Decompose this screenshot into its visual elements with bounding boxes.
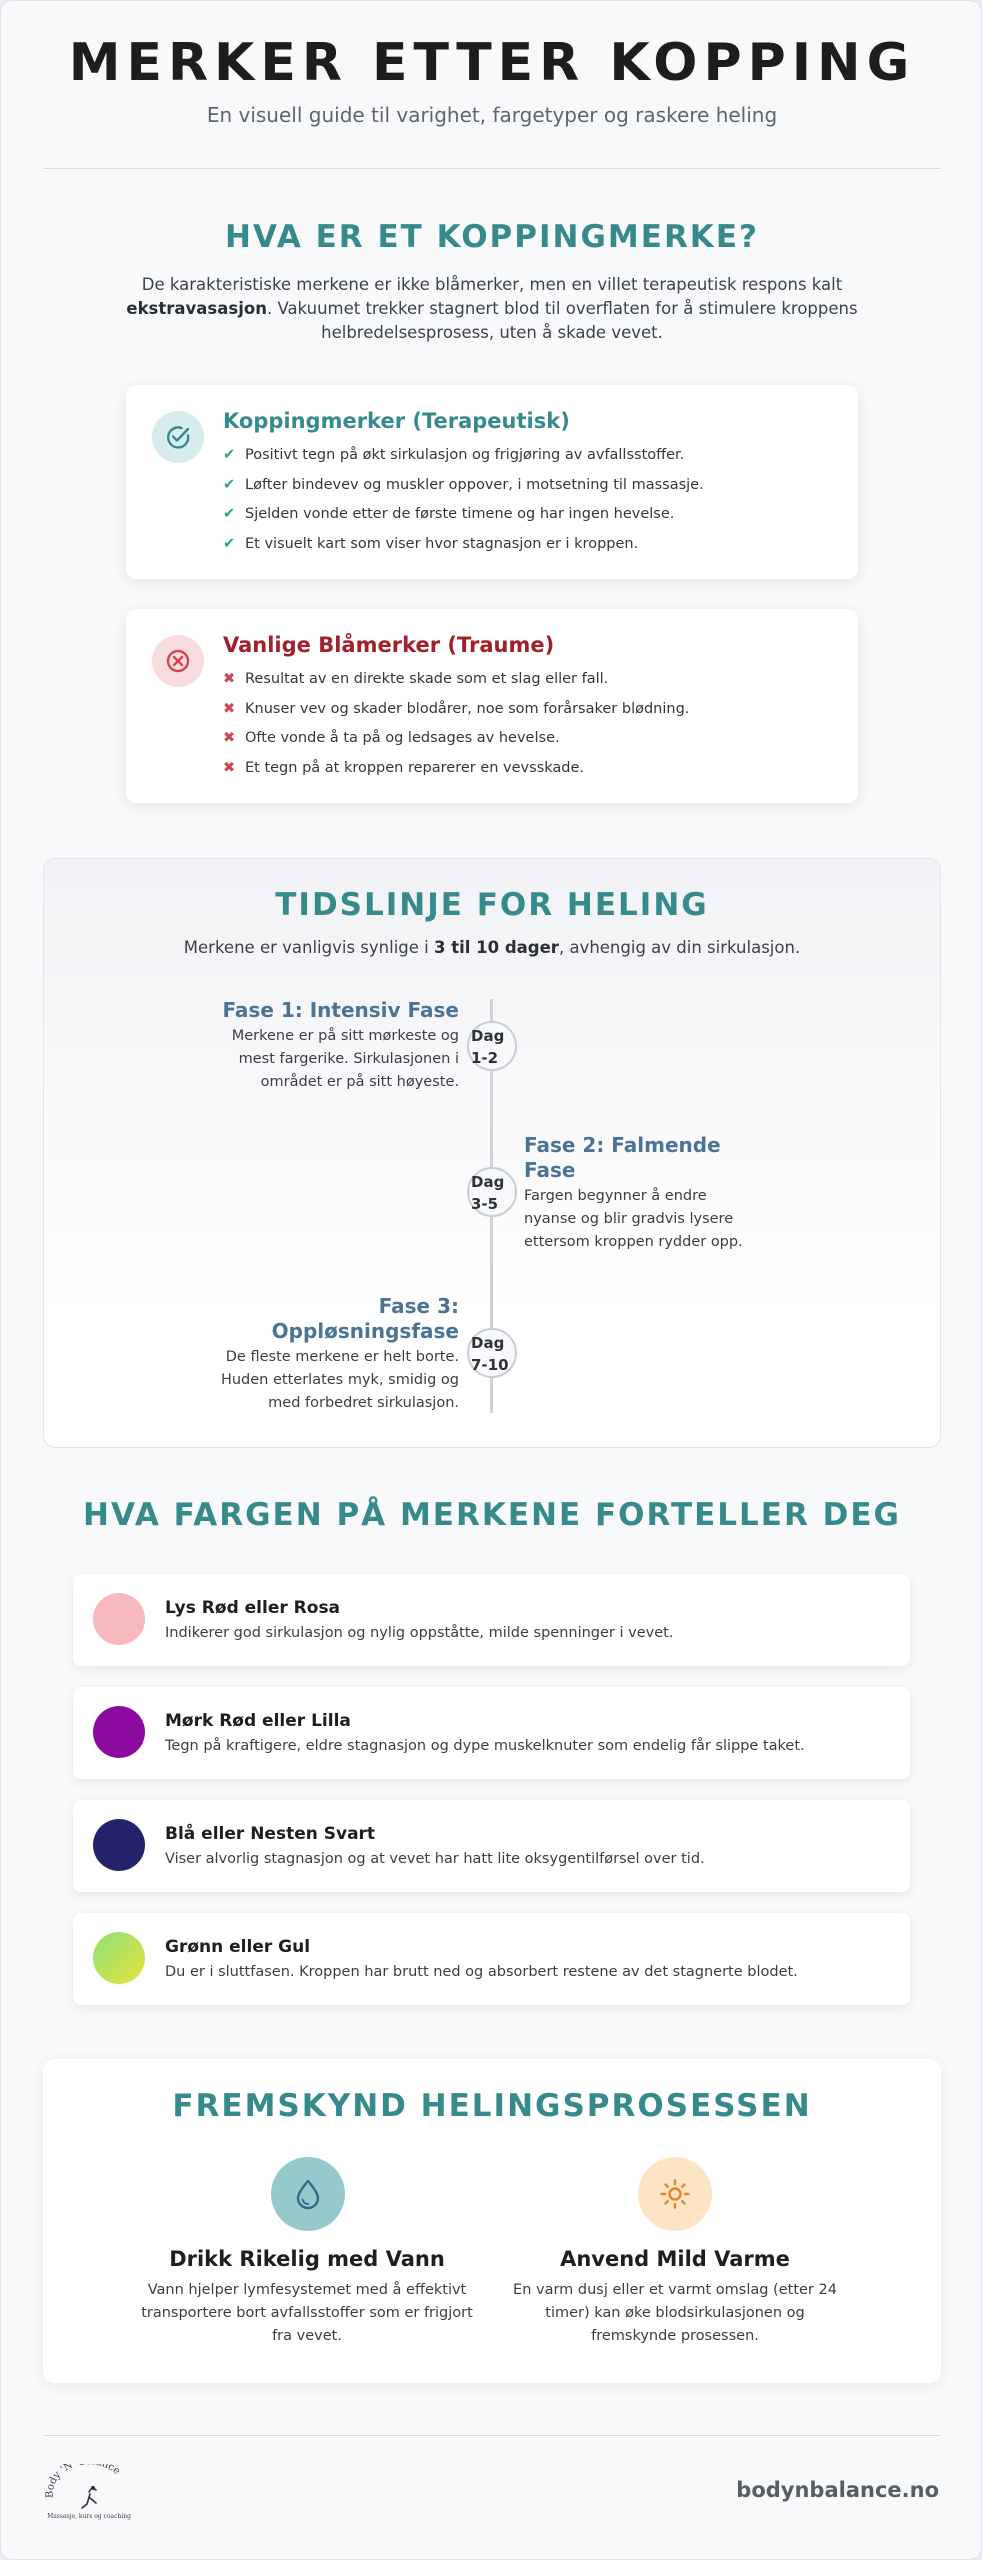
phase-text-line: ettersom kroppen rydder opp. [524, 1234, 743, 1250]
badge-line: Dag [471, 1173, 505, 1191]
timeline-intro [1, 938, 982, 957]
phase-text-line: Fargen begynner å endre [524, 1188, 707, 1204]
cupping-marks-card [126, 385, 858, 579]
color-card-green-yellow [73, 1913, 910, 2005]
list-item [223, 726, 689, 756]
color-swatch [93, 1706, 145, 1758]
cross-icon: ✖ [223, 759, 236, 776]
checkmark-icon: ✔ [223, 506, 236, 522]
color-description: Indikerer god sirkulasjon og nylig oppståtte, milde spenninger i vevet. [165, 1625, 674, 1641]
phase-text-line: med forbedret sirkulasjon. [268, 1395, 459, 1411]
badge-line: 1-2 [471, 1049, 499, 1067]
tip-1-text [134, 2279, 480, 2348]
phase-2-text [524, 1185, 764, 1254]
phase-text-line: nyanse og blir gradvis lysere [524, 1211, 734, 1227]
phase-text-line: Merkene er på sitt mørkeste og [231, 1028, 459, 1044]
phase-1-title: Fase 1: Intensiv Fase [222, 998, 459, 1022]
cross-icon: ✖ [223, 730, 236, 746]
list-item-text: Ofte vonde å ta på og ledsages av hevelse. [245, 730, 560, 746]
phase-text-line: Huden etterlates myk, smidig og [220, 1372, 459, 1388]
color-card-blue-black [73, 1800, 910, 1892]
color-name: Lys Rød eller Rosa [165, 1598, 341, 1618]
badge-line: Dag [471, 1334, 505, 1352]
intro-text-bold: ekstravasasjon [126, 299, 267, 318]
intro-section-title: HVA ER ET KOPPINGMERKE? [225, 219, 759, 255]
cupping-card-title: Koppingmerker (Terapeutisk) [223, 409, 570, 433]
header-divider [43, 168, 941, 169]
timeline-intro-bold: 3 til 10 dager [433, 938, 559, 957]
list-item [223, 756, 689, 786]
phase-title-line: Oppløsningsfase [271, 1319, 459, 1343]
phase-text-line: området er på sitt høyeste. [260, 1074, 459, 1090]
intro-text-part: . Vakuumet trekker stagnert blod til overflaten for å stimulere kroppens helbredelsesprosess, uten å skade vevet. [266, 299, 858, 342]
color-swatch [93, 1593, 145, 1645]
check-circle-icon [152, 411, 204, 463]
list-item-text: Positivt tegn på økt sirkulasjon og frigjøring av avfallsstoffer. [245, 447, 685, 463]
list-item-text: Et visuelt kart som viser hvor stagnasjon er i kroppen. [245, 535, 639, 552]
tip-text-line: En varm dusj eller et varmt omslag (etter 24 [513, 2282, 837, 2298]
timeline-title: TIDSLINJE FOR HELING [275, 887, 709, 923]
intro-text-part: De karakteristiske merkene er ikke blåmerker, men en villet terapeutisk respons kalt [141, 275, 843, 294]
phase-3-text [151, 1346, 459, 1415]
phase-2-title [524, 1133, 764, 1183]
phase-3-title [151, 1294, 459, 1344]
list-item [223, 532, 704, 562]
tip-2-text [502, 2279, 848, 2348]
color-description: Viser alvorlig stagnasjon og at vevet har hatt lite oksygentilførsel over tid. [165, 1851, 705, 1867]
water-drop-icon [271, 2157, 345, 2231]
badge-line: 3-5 [471, 1195, 499, 1213]
color-name: Mørk Rød eller Lilla [165, 1711, 351, 1731]
cupping-card-list [223, 443, 704, 561]
website-link[interactable]: bodynbalance.no [736, 2478, 939, 2502]
tip-text-line: Vann hjelper lymfesystemet med å effektivt [147, 2282, 467, 2298]
list-item-text: Resultat av en direkte skade som et slag eller fall. [245, 671, 609, 687]
phase-1-text [151, 1025, 459, 1094]
phase-3-day-badge [467, 1328, 517, 1378]
page-subtitle: En visuell guide til varighet, fargetyper og raskere heling [206, 103, 778, 127]
footer-divider [43, 2435, 941, 2436]
color-description: Du er i sluttfasen. Kroppen har brutt ned og absorbert restene av det stagnerte blodet. [165, 1964, 798, 1980]
phase-text-line: De fleste merkene er helt borte. [225, 1349, 459, 1365]
tip-text-line: fra vevet. [272, 2328, 342, 2344]
phase-title-line: Fase [524, 1158, 576, 1182]
phase-title-line: Fase 2: Falmende [524, 1133, 721, 1157]
bruise-card-title: Vanlige Blåmerker (Traume) [223, 633, 555, 657]
sun-icon [638, 2157, 712, 2231]
bruise-card-list [223, 667, 689, 785]
list-item-text: Løfter bindevev og muskler oppover, i motsetning til massasje. [245, 476, 704, 493]
checkmark-icon: ✔ [223, 476, 236, 493]
color-card-dark-red [73, 1687, 910, 1779]
colors-section-title: HVA FARGEN PÅ MERKENE FORTELLER DEG [83, 1497, 901, 1533]
x-circle-icon [152, 635, 204, 687]
badge-line: 7-10 [471, 1356, 509, 1374]
cross-icon: ✖ [223, 671, 236, 687]
color-name: Blå eller Nesten Svart [165, 1824, 376, 1844]
tip-2-title: Anvend Mild Varme [560, 2247, 790, 2271]
tip-text-line: fremskynde prosessen. [591, 2328, 759, 2344]
timeline-intro-part: Merkene er vanligvis synlige i [183, 938, 434, 957]
logo-tagline: Massasje, kurs og coaching [47, 2513, 131, 2520]
color-card-light-red [73, 1574, 910, 1666]
checkmark-icon: ✔ [223, 535, 236, 552]
list-item-text: Knuser vev og skader blodårer, noe som forårsaker blødning. [245, 700, 690, 717]
list-item-text: Sjelden vonde etter de første timene og har ingen hevelse. [245, 506, 675, 522]
tip-text-line: timer) kan øke blodsirkulasjonen og [545, 2305, 805, 2321]
checkmark-icon: ✔ [223, 447, 236, 463]
cross-icon: ✖ [223, 700, 236, 717]
intro-text [111, 273, 873, 345]
svg-text:Body 'N' Balance [45, 2464, 122, 2498]
color-swatch [93, 1819, 145, 1871]
bruise-card [126, 609, 858, 803]
phase-text-line: mest fargerike. Sirkulasjonen i [238, 1051, 459, 1067]
logo-text: Body 'N' nce [44, 2464, 122, 2499]
tip-text-line: transportere bort avfallsstoffer som er frigjort [141, 2305, 473, 2321]
tips-section-title: FREMSKYND HELINGSPROSESSEN [172, 2088, 812, 2124]
tip-1-title: Drikk Rikelig med Vann [169, 2247, 445, 2271]
brand-logo [43, 2464, 135, 2522]
list-item [223, 443, 704, 473]
list-item [223, 667, 689, 697]
phase-2-day-badge [467, 1167, 517, 1217]
list-item-text: Et tegn på at kroppen reparerer en vevsskade. [245, 759, 585, 776]
timeline-intro-part: , avhengig av din sirkulasjon. [558, 938, 801, 957]
page-title: MERKER ETTER KOPPING [68, 33, 916, 93]
phase-1-day-badge [467, 1021, 517, 1071]
color-description: Tegn på kraftigere, eldre stagnasjon og dype muskelknuter som endelig får slippe taket. [165, 1738, 805, 1754]
color-swatch [93, 1932, 145, 1984]
phase-title-line: Fase 3: [378, 1294, 459, 1318]
list-item [223, 473, 704, 503]
badge-line: Dag [471, 1027, 505, 1045]
color-name: Grønn eller Gul [165, 1937, 311, 1957]
list-item [223, 697, 689, 727]
list-item [223, 502, 704, 532]
